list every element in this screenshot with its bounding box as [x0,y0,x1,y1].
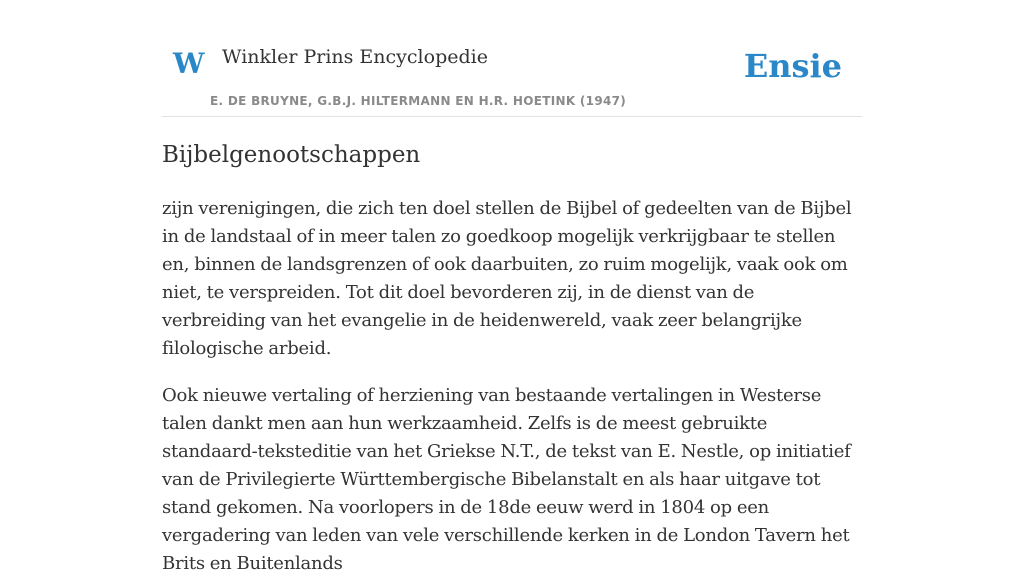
article-title: Bijbelgenootschappen [162,142,421,168]
ensie-logo[interactable]: Ensie [743,47,842,85]
article-paragraph: Ook nieuwe vertaling of herziening van bestaande vertalingen in Westerse talen dankt men aan hun werkzaamheid. Zelfs is de meest gebruikte standaard-teksteditie van het Griekse N.T., de tekst van E. Nestle, op initiatief van de Privilegierte Württembergische Bibelanstalt en als haar uitgave tot stand gekomen. Na voorlopers in de 18de eeuw werd in 1804 op een vergadering van leden van vele verschillende kerken in de London Tavern het Brits en Buitenlands [162,384,851,574]
article-paragraph: zijn verenigingen, die zich ten doel stellen de Bijbel of gedeelten van de Bijbel in de landstaal of in meer talen zo goedkoop mogelijk verkrijgbaar te stellen en, binnen de landsgrenzen of ook daarbuiten, zo ruim mogelijk, vaak ook om niet, te verspreiden. Tot dit doel bevorderen zij, in de dienst van de verbreiding van het evangelie in de heidenwereld, vaak zeer belangrijke filologische arbeid. [162,197,852,359]
article [162,141,862,578]
page [162,0,862,574]
source-title[interactable]: Winkler Prins Encyclopedie [222,46,488,68]
source-authors: E. DE BRUYNE, G.B.J. HILTERMANN EN H.R. HOETINK (1947) [210,94,627,108]
winkler-prins-logo-icon[interactable]: W [173,47,205,80]
source-header [162,0,862,117]
